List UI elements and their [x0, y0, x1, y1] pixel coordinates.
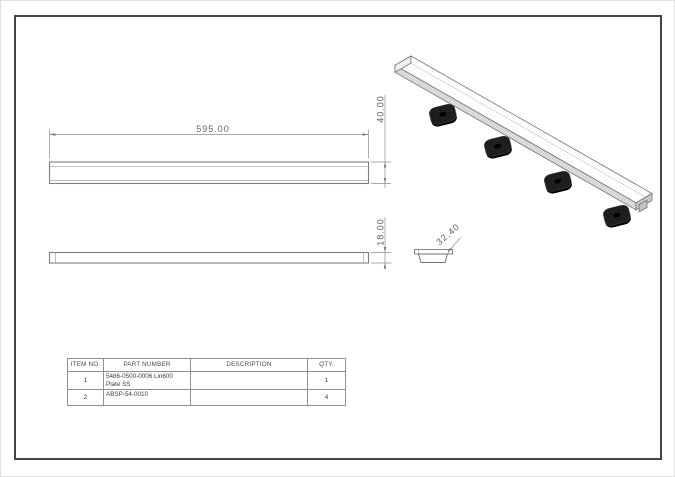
dimension-width — [371, 95, 391, 188]
bom-cell-description — [191, 372, 308, 390]
top-view — [50, 162, 369, 184]
bom-cell-part-number: 5486-0500-0006 Lin600 Plate SS — [104, 372, 191, 390]
isometric-view — [395, 56, 652, 229]
rubber-pad — [428, 103, 458, 128]
bom-cell-item: 1 — [68, 372, 104, 390]
dim-arrow — [384, 178, 387, 184]
pad-detail-plate — [415, 250, 453, 255]
pad-detail-profile — [419, 254, 448, 263]
bom-cell-item: 2 — [68, 390, 104, 406]
side-view-outline — [50, 253, 369, 264]
dim-label-width: 40.00 — [375, 95, 386, 123]
dim-arrow — [384, 247, 387, 253]
dim-arrow — [50, 133, 56, 136]
dim-arrow — [384, 162, 387, 168]
dim-arrow — [363, 133, 369, 136]
bom-header-qty: QTY. — [308, 359, 346, 372]
dim-label-pad-size: 32.40 — [434, 221, 462, 248]
channel-top-face — [395, 56, 652, 203]
dim-arrow — [384, 263, 387, 269]
dimension-thickness — [371, 217, 391, 269]
bom-table — [67, 358, 346, 406]
bom-row — [68, 372, 346, 390]
rubber-pad — [602, 204, 632, 229]
bom-cell-qty: 1 — [308, 372, 346, 390]
rubber-pad — [543, 170, 573, 195]
bom-cell-description — [191, 390, 308, 406]
bom-cell-part-number: ABSP-54-0010 — [104, 390, 191, 406]
channel-fold-line — [408, 61, 649, 199]
bom-header-description: DESCRIPTION — [191, 359, 308, 372]
bom-header-row — [68, 359, 346, 372]
bom-cell-qty: 4 — [308, 390, 346, 406]
dimension-length — [50, 124, 369, 159]
channel-front-face — [395, 65, 636, 210]
side-view — [50, 253, 369, 264]
rubber-pad — [483, 135, 513, 160]
bom-row — [68, 390, 346, 406]
pad-detail-view — [415, 221, 462, 262]
dim-label-thickness: 18.00 — [375, 218, 386, 246]
bom-header-part-number: PART NUMBER — [104, 359, 191, 372]
bom-header-item: ITEM NO. — [68, 359, 104, 372]
dim-label-length: 595.00 — [196, 124, 230, 134]
leader-line — [450, 238, 461, 251]
